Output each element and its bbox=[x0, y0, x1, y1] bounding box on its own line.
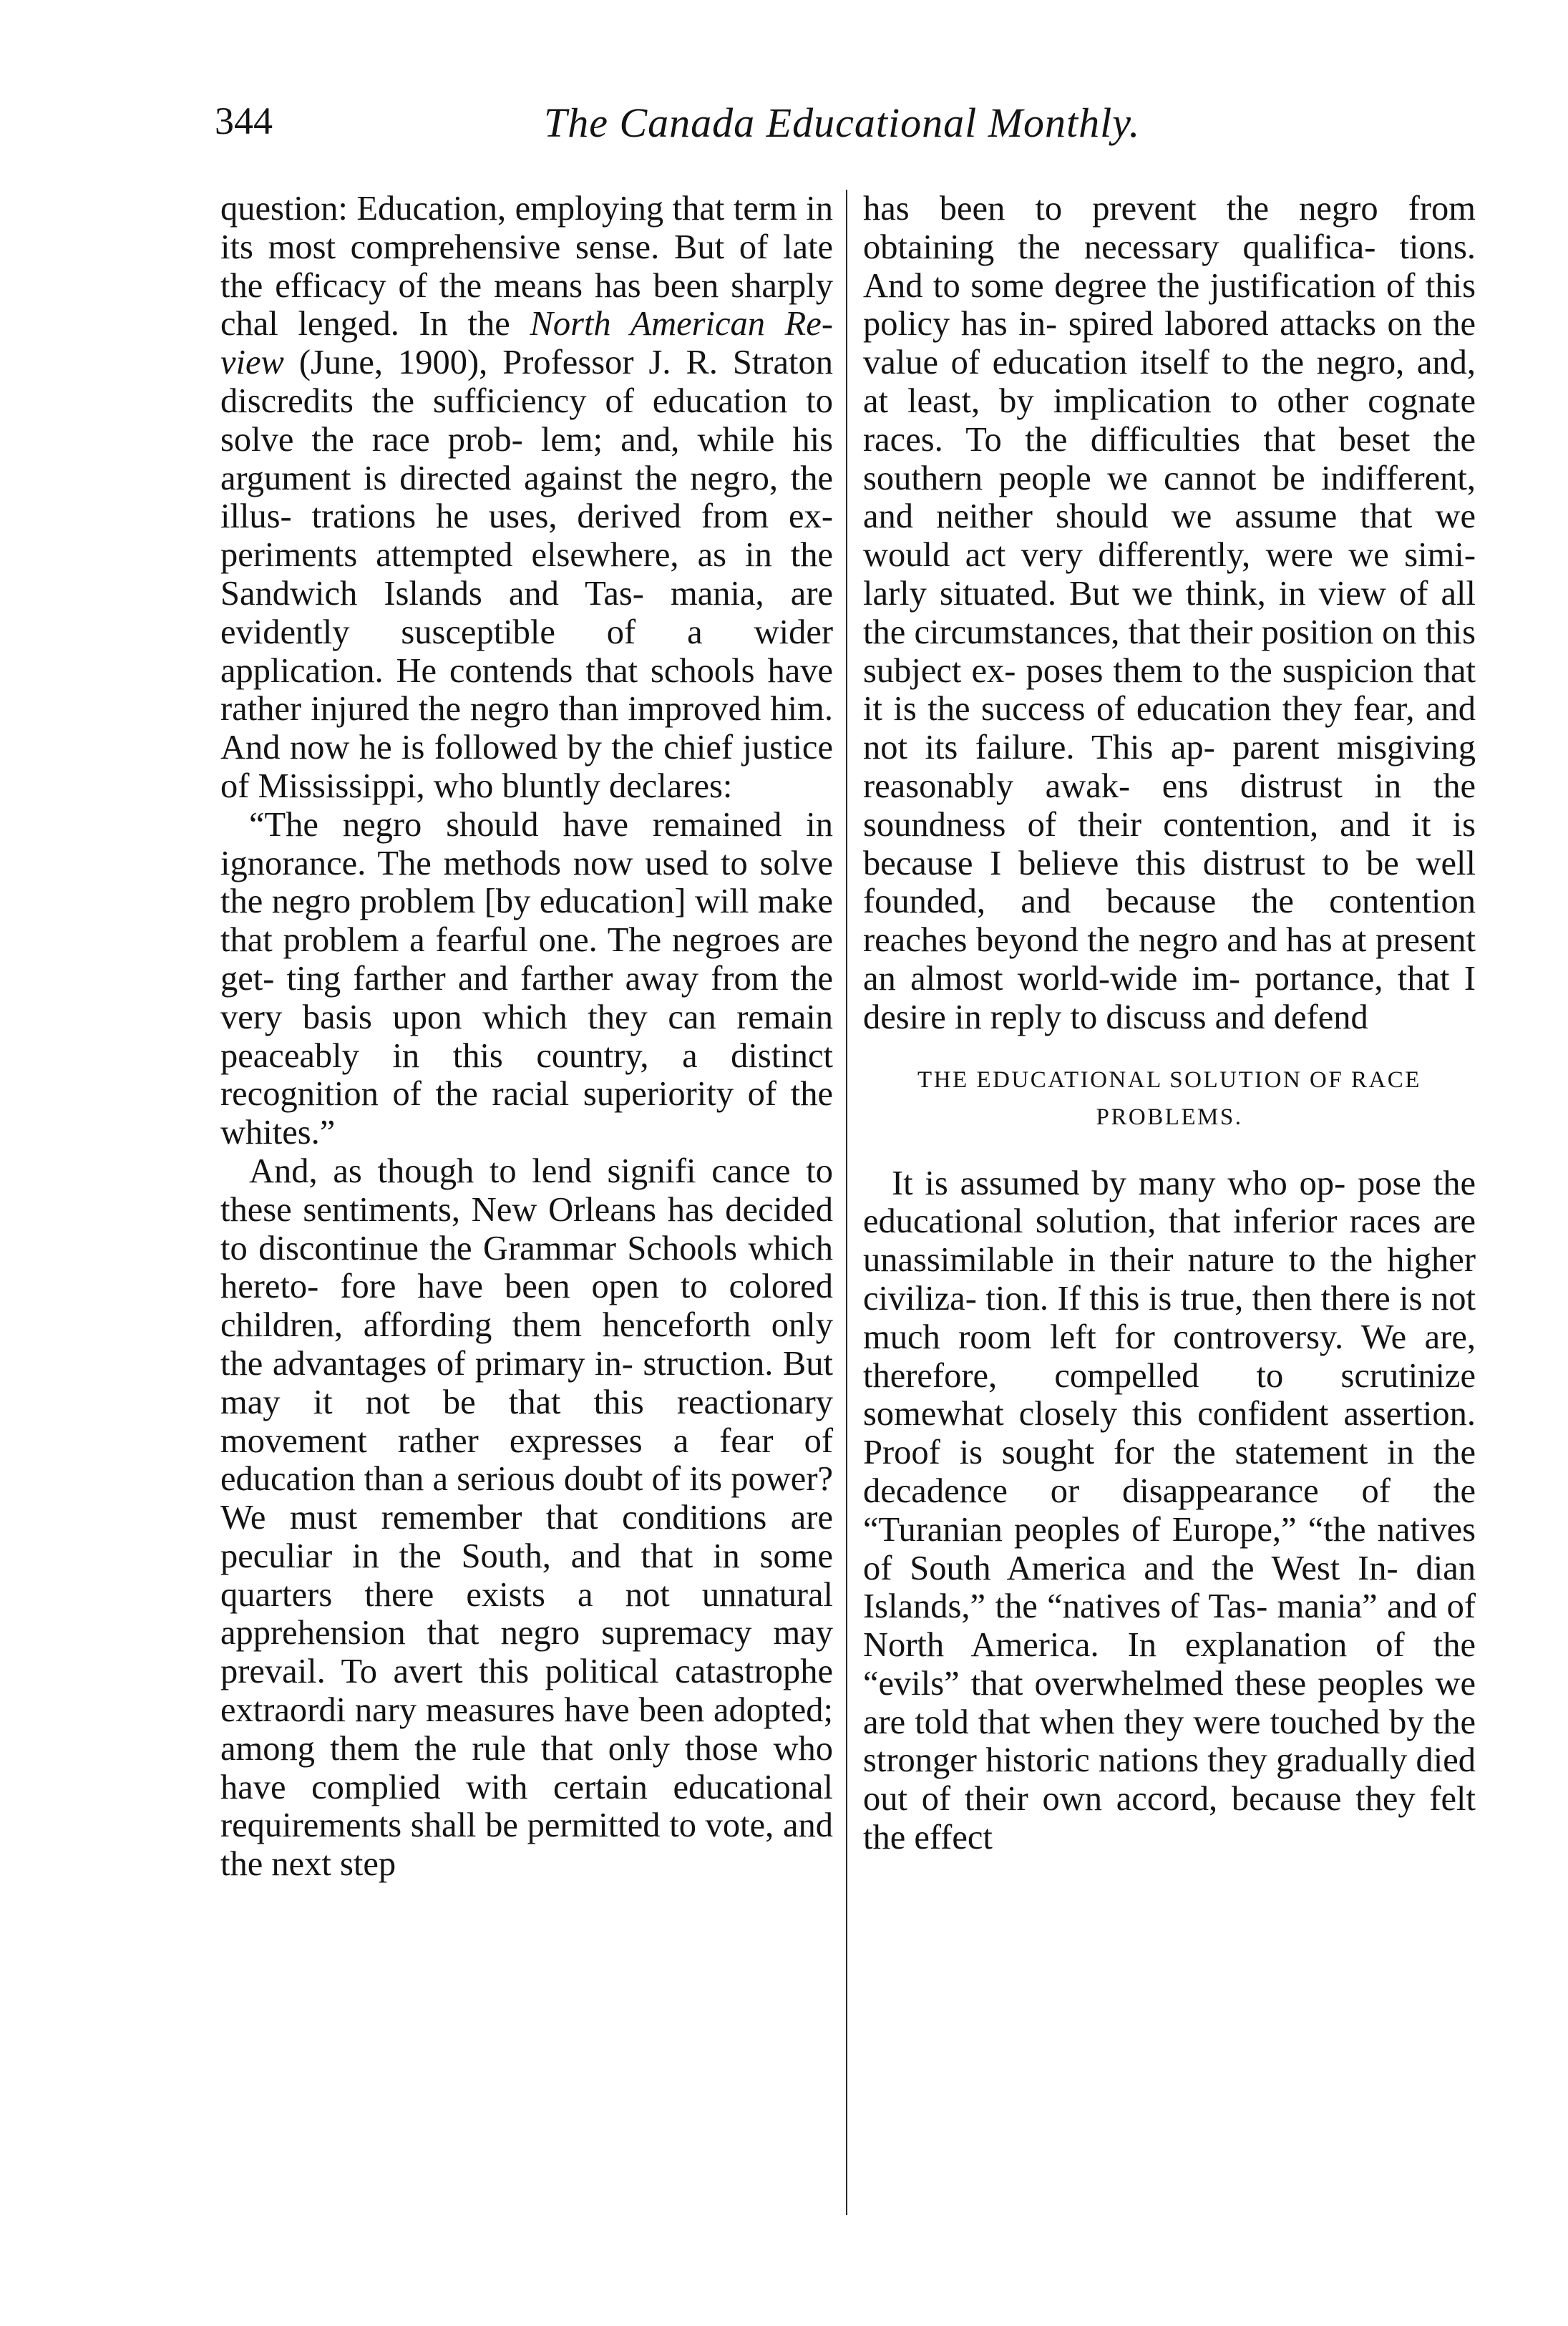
right-paragraph-2: It is assumed by many who op- pose the educational solution, that inferior races are unassimilable in their nature to the higher civiliza- tion. If this is true, then there is not much room left for controversy. We are, therefore, compelled to scrutinize somewhat closely this confident assertion. Proof is sought for the statement in the decadence or disappearance of the “Turanian peoples of Europe,” “the natives of South America and the West In- dian Islands,” the “natives of Tas- mania” and of North America. In explanation of the “evils” that overwhelmed these peoples we are told that when they were touched by the stronger historic nations they gradually died out of their own accord, because they felt the effect bbox=[863, 1164, 1476, 1857]
section-heading: THE EDUCATIONAL SOLUTION OF RACE PROBLEMS. bbox=[917, 1066, 1421, 1130]
block-quotation: “The negro should have remained in ignorance. The methods now used to solve the negro problem [by education] will make that problem a fearful one. The negroes are get- ting farther and farther away from the very basis upon which they can remain peaceably in this country, a distinct recognition of the racial superiority of the whites.” bbox=[220, 805, 833, 1152]
page-header bbox=[215, 99, 1460, 156]
journal-title: North American Re- view bbox=[220, 305, 833, 382]
running-title: The Canada Educational Monthly. bbox=[544, 99, 1141, 146]
right-paragraph-1: has been to prevent the negro from obtaining the necessary qualifica- tions. And to some degree the justification of this policy has in- spired labored attacks on the value of education itself to the negro, and, at least, by implication to other cognate races. To the difficulties that beset the southern people we cannot be indifferent, and neither should we assume that we would act very differently, were we simi- larly situated. But we think, in view of all the circumstances, that their position on this subject ex- poses them to the suspicion that it is the success of education they fear, and not its failure. This ap- parent misgiving reasonably awak- ens distrust in the soundness of their contention, and it is because I believe this distrust to be well founded, and because the contention reaches beyond the negro and has at present an almost world-wide im- portance, that I desire in reply to discuss and defend bbox=[863, 190, 1476, 1036]
left-paragraph-1-text-a: question: Education, employing that term in its most comprehensive sense. But of late the efficacy of the means has been sharply chal lenged. In the bbox=[220, 190, 833, 344]
left-paragraph-1-text-b: (June, 1900), Professor J. R. Straton discredits the sufficiency of education to solve the race prob- lem; and, while his argument is directed against the negro, the illus- trations he uses, derived from ex- periments attempted elsewhere, as in the Sandwich Islands and Tas- mania, are evidently susceptible of a wider application. He contends that schools have rather injured the negro than improved him. And now he is followed by the chief justice of Mississippi, who bluntly declares: bbox=[220, 344, 833, 805]
left-column bbox=[220, 190, 833, 1884]
left-paragraph-3: And, as though to lend signifi cance to these sentiments, New Orleans has decided to discontinue the Grammar Schools which hereto- fore have been open to colored children, affording them henceforth only the advantages of primary in- struction. But may it not be that this reactionary movement rather expresses a fear of education than a serious doubt of its power? We must remember that conditions are peculiar in the South, and that in some quarters there exists a not unnatural apprehension that negro supremacy may prevail. To avert this political catastrophe extraordi nary measures have been adopted; among them the rule that only those who have complied with certain educational requirements shall be permitted to vote, and the next step bbox=[220, 1152, 833, 1884]
column-divider-rule bbox=[846, 190, 847, 2215]
right-column bbox=[863, 190, 1476, 1857]
page-number: 344 bbox=[215, 99, 273, 142]
left-paragraph-1 bbox=[220, 190, 833, 806]
